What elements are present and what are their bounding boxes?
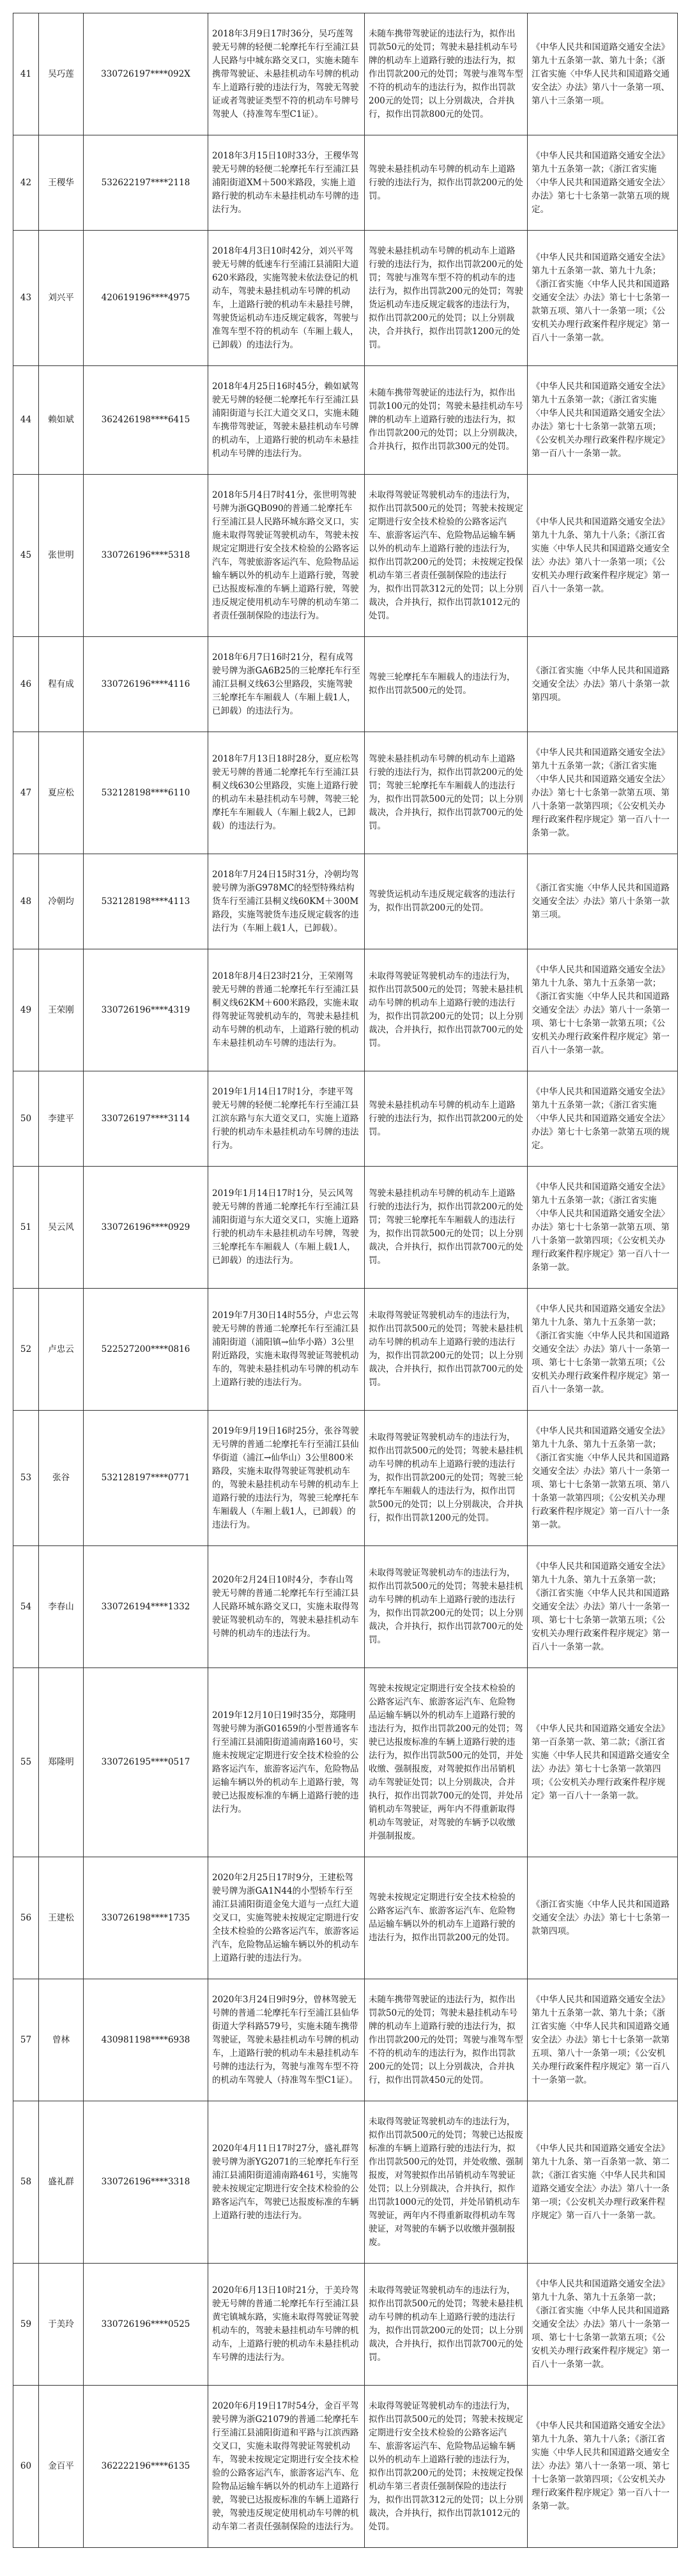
violation-facts: 2018年8月4日23时21分，王荣刚驾驶无号牌的普通二轮摩托车行至浦江县桐义线62KM＋600米路段，实施未取得驾驶证驾驶机动车的，驾驶未悬挂机动车号牌的机动车，上道路行驶的机动车未悬挂机动车号牌的违法行为。 [208, 949, 365, 1071]
penalty-decision: 驾驶货运机动车违反规定载客的违法行为，拟作出罚款200元的处罚。 [365, 854, 528, 949]
table-row [13, 231, 678, 366]
violation-facts: 2018年4月3日10时42分，刘兴平驾驶无号牌的低速车行至浦江县浦阳大道620米路段，实施驾驶未依法登记的机动车，驾驶未悬挂机动车号牌的机动车，上道路行驶的机动车未悬挂号牌，驾驶货运机动车违反规定载客，驾驶与准驾车型不符的机动车（车厢上载人，已卸载）的违法行为。 [208, 231, 365, 366]
legal-basis: 《中华人民共和国道路交通安全法》第九十五条第一款；《浙江省实施〈中华人民共和国道路交通安全法〉办法》第七十七条第一款第五项的规定。 [528, 135, 678, 231]
penalty-decision: 未随车携带驾驶证的违法行为，拟作出罚款100元的处罚；驾驶未悬挂机动车号牌的机动车上道路行驶的违法行为，拟作出罚款200元的处罚；以上分别裁决，合并执行，拟作出罚款300元的处罚。 [365, 366, 528, 475]
violations-table-body [13, 13, 678, 2548]
row-number: 45 [13, 475, 39, 637]
legal-basis: 《中华人民共和国道路交通安全法》第九十九条、第九十五条第一款；《浙江省实施〈中华人民共和国道路交通安全法〉办法》第八十一条第一项、第七十七条第一款第五项；《公安机关办理行政案件程序规定》第一百八十一条第一款。 [528, 1546, 678, 1668]
legal-basis: 《中华人民共和国道路交通安全法》第九十九条、第九十五条第一款；《浙江省实施〈中华人民共和国道路交通安全法〉办法》第八十一条第一项、第七十七条第一款第五项；《公安机关办理行政案件程序规定》第一百八十一条第一款。 [528, 1289, 678, 1411]
table-row [13, 732, 678, 854]
violation-facts: 2018年3月9日17时36分，吴巧莲驾驶无号牌的轻便二轮摩托车行至浦江县人民路与中城东路交叉口，实施未随车携带驾驶证、未悬挂机动车号牌的机动车上道路行驶的违法行为，驾驶无驾驶证或者驾驶证类型不符的机动车号牌号驾驶人（持准驾车型C1证）。 [208, 13, 365, 135]
table-row [13, 2101, 678, 2264]
person-name: 卢忠云 [39, 1289, 84, 1411]
violation-facts: 2020年2月25日17时9分，王建松驾驶号牌为浙GA1N44的小型轿车行至浦江县浦阳街道金兔大道与一点红大道交叉口，实施驾驶未按规定定期进行安全技术检验的公路客运汽车，旅游客运汽车，危险物品运输车辆以外的机动车上道路行驶的违法行为。 [208, 1857, 365, 1979]
violation-facts: 2019年9月19日16时25分，张谷驾驶无号牌的普通二轮摩托车行至浦江县仙华街道（浦江→仙华山）3公里800米路段，实施未取得驾驶证驾驶机动车的，驾驶未悬挂机动车号牌的机动车上道路行驶的违法行为，驾驶三轮摩托车车厢载人（车厢上载1人，已卸载）的违法行为。 [208, 1411, 365, 1546]
violation-facts: 2019年1月14日17时1分，李建平驾驶无号牌的轻便二轮摩托车行至浦江县江滨东路与东大道交叉口，实施上道路行驶的机动车未悬挂机动车号牌的违法行为。 [208, 1071, 365, 1167]
penalty-decision: 未随车携带驾驶证的违法行为，拟作出罚款50元的处罚；驾驶未悬挂机动车号牌的机动车上道路行驶的违法行为，拟作出罚款200元的处罚；驾驶与准驾车型不符的机动车的违法行为，拟作出罚款200元的处罚；以上分别裁决，合并执行，拟作出罚款800元的处罚。 [365, 13, 528, 135]
person-name: 金百平 [39, 2386, 84, 2548]
penalty-decision: 驾驶未按规定定期进行安全技术检验的公路客运汽车、旅游客运汽车、危险物品运输车辆以外的机动车上道路行驶的违法行为，拟作出罚款200元的处罚。 [365, 1857, 528, 1979]
violation-facts: 2020年2月24日10时4分，李春山驾驶无号牌的普通二轮摩托车行至浦江县人民路环城东路交叉口，实施未取得驾驶证驾驶机动车的，驾驶未悬挂机动车号牌的机动车的违法行为。 [208, 1546, 365, 1668]
table-row [13, 1411, 678, 1546]
person-name: 程有成 [39, 637, 84, 732]
row-number: 51 [13, 1167, 39, 1289]
id-number: 330726196****4319 [84, 949, 208, 1071]
violation-facts: 2019年1月14日17时1分，吴云风驾驶无号牌的普通二轮摩托车行至浦江县浦阳街道与东大道交叉口，实施上道路行驶的机动车未悬挂机动车号牌，驾驶三轮摩托车车厢载人（车厢上载1人，已卸载）的违法行为。 [208, 1167, 365, 1289]
id-number: 330726196****5318 [84, 475, 208, 637]
penalty-decision: 未取得驾驶证驾驶机动车的违法行为，拟作出罚款500元的处罚；驾驶已达报废标准的车辆上道路行驶的违法行为，拟作出罚款500元的处罚，并处收缴、强制报废，对驾驶拟作出吊销机动车驾驶证处罚；以上分别裁决，合并执行，拟作出罚款1000元的处罚，并处吊销机动车驾驶证，两年内不得重新取得机动车驾驶证，对驾驶的车辆予以收缴并强制报废。 [365, 2101, 528, 2264]
person-name: 冷朝均 [39, 854, 84, 949]
row-number: 58 [13, 2101, 39, 2264]
violation-facts: 2020年3月24日9时9分，曾林驾驶无号牌的普通二轮摩托车行至浦江县仙华街道大学科路579号，实施未随车携带驾驶证，驾驶未悬挂机动车号牌的机动车，上道路行驶的机动车未悬挂机动车号牌的违法行为，驾驶与准驾车型不符的机动车驾驶人（持准驾车型C1证）。 [208, 1979, 365, 2101]
person-name: 李建平 [39, 1071, 84, 1167]
violation-facts: 2018年3月15日10时33分，王稷华驾驶无号牌的轻便二轮摩托车行至浦江县浦阳街道XM＋500米路段，实施上道路行驶的机动车未悬挂机动车号牌的违法行为。 [208, 135, 365, 231]
person-name: 于美玲 [39, 2264, 84, 2386]
table-row [13, 2386, 678, 2548]
violation-facts: 2020年6月13日10时21分，于美玲驾驶无号牌的普通二轮摩托车行至浦江县黄宅镇城东路，实施未取得驾驶证驾驶机动车的，驾驶未悬挂机动车号牌的机动车，上道路行驶的机动车未悬挂机动车号牌的违法行为。 [208, 2264, 365, 2386]
id-number: 532128198****6110 [84, 732, 208, 854]
legal-basis: 《中华人民共和国道路交通安全法》第九十五条第一款、第九十九条；《浙江省实施〈中华人民共和国道路交通安全法〉办法》第七十七条第一款第五项、第八十一条第一项；《公安机关办理行政案件程序规定》第一百八十一条第一款。 [528, 231, 678, 366]
table-row [13, 854, 678, 949]
id-number: 362222196****6135 [84, 2386, 208, 2548]
legal-basis: 《中华人民共和国道路交通安全法》第九十九条、第九十八条；《浙江省实施〈中华人民共和国道路交通安全法〉办法》第八十一条第一项、第七十七条第一款第四项；《公安机关办理行政案件程序规定》第一百八十一条第一款。 [528, 2386, 678, 2548]
table-row [13, 1979, 678, 2101]
row-number: 48 [13, 854, 39, 949]
legal-basis: 《中华人民共和国道路交通安全法》第九十五条第一款、第九十条；《浙江省实施〈中华人民共和国道路交通安全法〉办法》第七十七条第一款第五项、第八十一条第一项；《公安机关办理行政案件程序规定》第一百八十一条第一款。 [528, 1979, 678, 2101]
table-row [13, 1167, 678, 1289]
row-number: 50 [13, 1071, 39, 1167]
id-number: 522527200****0816 [84, 1289, 208, 1411]
legal-basis: 《浙江省实施〈中华人民共和国道路交通安全法〉办法》第八十条第一款第四项。 [528, 637, 678, 732]
id-number: 330726194****1332 [84, 1546, 208, 1668]
penalty-decision: 驾驶未按规定定期进行安全技术检验的公路客运汽车、旅游客运汽车、危险物品运输车辆以外的机动车上道路行驶的违法行为，拟作出罚款200元的处罚；驾驶已达报废标准的车辆上道路行驶的违法行为，拟作出罚款500元的处罚，并处收缴、强制报废，对驾驶拟作出吊销机动车驾驶证处罚；以上分别裁决，合并执行，拟作出罚款700元的处罚，并处吊销机动车驾驶证，两年内不得重新取得机动车驾驶证，对驾驶的车辆予以收缴并强制报废。 [365, 1668, 528, 1857]
penalty-decision: 未取得驾驶证驾驶机动车的违法行为，拟作出罚款500元的处罚；驾驶未悬挂机动车号牌的机动车上道路行驶的违法行为，拟作出罚款200元的处罚；以上分别裁决，合并执行，拟作出罚款700元的处罚。 [365, 1289, 528, 1411]
table-row [13, 637, 678, 732]
penalty-decision: 未取得驾驶证驾驶机动车的违法行为，拟作出罚款500元的处罚；驾驶未悬挂机动车号牌的机动车上道路行驶的违法行为，拟作出罚款200元的处罚；以上分别裁决，合并执行，拟作出罚款700元的处罚。 [365, 949, 528, 1071]
row-number: 56 [13, 1857, 39, 1979]
person-name: 王稷华 [39, 135, 84, 231]
violation-facts: 2018年7月13日18时28分，夏应松驾驶无号牌的普通二轮摩托车行至浦江县桐义线630公里路段，实施上道路行驶的机动车未悬挂机动车号牌，驾驶三轮摩托车车厢载人（车厢上载2人，已卸载）的违法行为。 [208, 732, 365, 854]
person-name: 夏应松 [39, 732, 84, 854]
violation-facts: 2018年5月4日7时41分，张世明驾驶号牌为浙GQB090的普通二轮摩托车行至浦江县人民路环城东路交叉口，实施未取得驾驶证驾驶机动车，驾驶未按规定定期进行安全技术检验的公路客运汽车，驾驶旅游客运汽车、危险物品运输车辆以外的机动车上道路行驶，驾驶已达报废标准的车辆上道路行驶，驾驶违反规定使用机动车号牌的机动车第二者责任强制保险的违法行为。 [208, 475, 365, 637]
person-name: 曾林 [39, 1979, 84, 2101]
person-name: 王建松 [39, 1857, 84, 1979]
person-name: 赖如斌 [39, 366, 84, 475]
id-number: 330726196****0525 [84, 2264, 208, 2386]
legal-basis: 《中华人民共和国道路交通安全法》第一百条第一款、第二款；《浙江省实施〈中华人民共和国道路交通安全法〉办法》第七十七条第一款第四项；《公安机关办理行政案件程序规定》第一百八十一条第一款。 [528, 1668, 678, 1857]
person-name: 郑隆明 [39, 1668, 84, 1857]
penalty-decision: 未取得驾驶证驾驶机动车的违法行为，拟作出罚款500元的处罚；驾驶未按规定定期进行安全技术检验的公路客运汽车、旅游客运汽车、危险物品运输车辆以外的机动车上道路行驶的违法行为，拟作出罚款200元的处罚；未按规定投保机动车第三者责任强制保险的违法行为，拟作出罚款312元的处罚；以上分别裁决，合并执行，拟作出罚款1012元的处罚。 [365, 2386, 528, 2548]
legal-basis: 《中华人民共和国道路交通安全法》第九十九条、第九十五条第一款；《浙江省实施〈中华人民共和国道路交通安全法〉办法》第八十一条第一项、第七十七条第一款第五项；《公安机关办理行政案件程序规定》第一百八十一条第一款。 [528, 949, 678, 1071]
table-row [13, 1546, 678, 1668]
table-row [13, 13, 678, 135]
table-row [13, 135, 678, 231]
person-name: 吴巧莲 [39, 13, 84, 135]
row-number: 59 [13, 2264, 39, 2386]
row-number: 52 [13, 1289, 39, 1411]
id-number: 330726196****0929 [84, 1167, 208, 1289]
penalty-decision: 未取得驾驶证驾驶机动车的违法行为，拟作出罚款500元的处罚；驾驶未按规定定期进行安全技术检验的公路客运汽车、旅游客运汽车、危险物品运输车辆以外的机动车上道路行驶的违法行为，拟作出罚款200元的处罚；未按规定投保机动车第三者责任强制保险的违法行为，拟作出罚款312元的处罚；以上分别裁决，合并执行，拟作出罚款1012元的处罚。 [365, 475, 528, 637]
table-row [13, 2264, 678, 2386]
id-number: 532622197****2118 [84, 135, 208, 231]
id-number: 430981198****6938 [84, 1979, 208, 2101]
table-row [13, 1071, 678, 1167]
row-number: 57 [13, 1979, 39, 2101]
row-number: 55 [13, 1668, 39, 1857]
id-number: 362426198****6415 [84, 366, 208, 475]
violation-facts: 2019年12月10日19时35分，郑隆明驾驶号牌为浙G01659的小型普通客车行至浦江县浦阳街道浦南路160号，实施未按规定定期进行安全技术检验的公路客运汽车，旅游客运汽车，危险物品运输车辆以外的机动车上道路行驶，驾驶已达报废标准的车辆上道路行驶的违法行为。 [208, 1668, 365, 1857]
violation-facts: 2020年4月11日17时27分，盛礼群驾驶号牌为浙YG2071的三轮摩托车行至浦江县浦阳街道浦南路461号，实施驾驶未按规定定期进行安全技术检验的公路客运汽车，驾驶已达报废标准的车辆上道路行驶的违法行为。 [208, 2101, 365, 2264]
person-name: 刘兴平 [39, 231, 84, 366]
legal-basis: 《中华人民共和国道路交通安全法》第九十九条、第九十五条第一款；《浙江省实施〈中华人民共和国道路交通安全法〉办法》第八十一条第一项、第七十七条第一款第五项；《公安机关办理行政案件程序规定》第一百八十一条第一款。 [528, 2264, 678, 2386]
id-number: 330726196****3318 [84, 2101, 208, 2264]
penalty-decision: 驾驶未悬挂机动车号牌的机动车上道路行驶的违法行为，拟作出罚款200元的处罚；驾驶三轮摩托车车厢载人的违法行为，拟作出罚款500元的处罚；以上分别裁决，合并执行，拟作出罚款700元的处罚。 [365, 732, 528, 854]
violation-facts: 2019年7月30日14时55分，卢忠云驾驶无号牌的普通二轮摩托车行至浦江县浦阳街道（浦阳镇→仙华小路）3公里附近路段，实施未取得驾驶证驾驶机动车的，驾驶未悬挂机动车号牌的机动车上道路行驶的违法行为。 [208, 1289, 365, 1411]
violation-facts: 2018年4月25日16时45分，赖如斌驾驶无号牌的轻便二轮摩托车行至浦江县浦阳街道与长江大道交叉口，实施未随车携带驾驶证，驾驶未悬挂机动车号牌的机动车，上道路行驶的机动车未悬挂机动车号牌的违法行为。 [208, 366, 365, 475]
legal-basis: 《中华人民共和国道路交通安全法》第九十九条、第九十八条；《浙江省实施〈中华人民共和国道路交通安全法〉办法》第八十一条第一项；《公安机关办理行政案件程序规定》第一百八十一条第一款。 [528, 475, 678, 637]
row-number: 43 [13, 231, 39, 366]
legal-basis: 《中华人民共和国道路交通安全法》第九十五条第一款；《浙江省实施〈中华人民共和国道路交通安全法〉办法》第七十七条第一款第五项的规定。 [528, 1071, 678, 1167]
person-name: 盛礼群 [39, 2101, 84, 2264]
id-number: 330726195****0517 [84, 1668, 208, 1857]
legal-basis: 《中华人民共和国道路交通安全法》第九十五条第一款；《浙江省实施〈中华人民共和国道路交通安全法〉办法》第七十七条第一款第五项、第八十条第一款第四项；《公安机关办理行政案件程序规定》第一百八十一条第一款。 [528, 1167, 678, 1289]
penalty-decision: 未随车携带驾驶证的违法行为，拟作出罚款50元的处罚；驾驶未悬挂机动车号牌的机动车上道路行驶的违法行为，拟作出罚款200元的处罚；驾驶与准驾车型不符的机动车的违法行为，拟作出罚款200元的处罚；以上分别裁决，合并执行，拟作出罚款450元的处罚。 [365, 1979, 528, 2101]
id-number: 330726198****1735 [84, 1857, 208, 1979]
table-row [13, 1289, 678, 1411]
table-row [13, 1857, 678, 1979]
id-number: 532128197****0771 [84, 1411, 208, 1546]
penalty-decision: 驾驶未悬挂机动车号牌的机动车上道路行驶的违法行为，拟作出罚款200元的处罚。 [365, 135, 528, 231]
penalty-decision: 驾驶未悬挂机动车号牌的机动车上道路行驶的违法行为，拟作出罚款200元的处罚。 [365, 1071, 528, 1167]
violation-facts: 2020年6月19日17时54分，金百平驾驶号牌为浙G21079的普通二轮摩托车行至浦江县浦阳街道和平路与江滨西路交叉口，实施未取得驾驶证驾驶机动车，驾驶未按规定定期进行安全技术检验的公路客运汽车，旅游客运汽车、危险物品运输车辆以外的机动车上道路行驶，驾驶已达报废标准的车辆上道路行驶，驾驶违反规定使用机动车号牌的机动车第二者责任强制保险的违法行为。 [208, 2386, 365, 2548]
table-row [13, 949, 678, 1071]
legal-basis: 《中华人民共和国道路交通安全法》第九十五条第一款；《浙江省实施〈中华人民共和国道路交通安全法〉办法》第七十七条第一款第五项；《公安机关办理行政案件程序规定》第一百八十一条第一款。 [528, 366, 678, 475]
legal-basis: 《中华人民共和国道路交通安全法》第九十五条第一款、第九十条；《浙江省实施〈中华人民共和国道路交通安全法〉办法》第八十一条第一项、第八十三条第一项。 [528, 13, 678, 135]
legal-basis: 《中华人民共和国道路交通安全法》第九十九条、第一百条第一款、第二款；《浙江省实施〈中华人民共和国道路交通安全法〉办法》第八十一条第一项；《公安机关办理行政案件程序规定》第一百八十一条第一款。 [528, 2101, 678, 2264]
id-number: 330726197****3114 [84, 1071, 208, 1167]
id-number: 330726197****092X [84, 13, 208, 135]
penalty-decision: 未取得驾驶证驾驶机动车的违法行为，拟作出罚款500元的处罚；驾驶未悬挂机动车号牌的机动车上道路行驶的违法行为，拟作出罚款200元的处罚；以上分别裁决，合并执行，拟作出罚款700元的处罚。 [365, 2264, 528, 2386]
person-name: 张世明 [39, 475, 84, 637]
row-number: 60 [13, 2386, 39, 2548]
row-number: 41 [13, 13, 39, 135]
row-number: 53 [13, 1411, 39, 1546]
id-number: 420619196****4975 [84, 231, 208, 366]
table-row [13, 1668, 678, 1857]
id-number: 532128198****4113 [84, 854, 208, 949]
row-number: 42 [13, 135, 39, 231]
row-number: 49 [13, 949, 39, 1071]
row-number: 54 [13, 1546, 39, 1668]
violation-facts: 2018年6月7日16时21分，程有成驾驶号牌为浙GA6B25的三轮摩托车行至浦江县桐义线63公里路段，实施驾驶三轮摩托车车厢载人（车厢上载1人，已卸载）的违法行为。 [208, 637, 365, 732]
violation-facts: 2018年7月24日15时31分，冷朝均驾驶号牌为浙G978MC的轻型特殊结构货车行至浦江县桐义线60KM＋300M路段，实施驾驶货车违反规定载客的违法行为（车厢上载1人，已卸载）。 [208, 854, 365, 949]
row-number: 44 [13, 366, 39, 475]
penalty-decision: 驾驶三轮摩托车车厢载人的违法行为，拟作出罚款500元的处罚。 [365, 637, 528, 732]
legal-basis: 《中华人民共和国道路交通安全法》第九十五条第一款；《浙江省实施〈中华人民共和国道路交通安全法〉办法》第七十七条第一款第五项、第八十条第一款第四项；《公安机关办理行政案件程序规定》第一百八十一条第一款。 [528, 732, 678, 854]
table-row [13, 475, 678, 637]
legal-basis: 《浙江省实施〈中华人民共和国道路交通安全法〉办法》第八十条第一款第三项。 [528, 854, 678, 949]
legal-basis: 《中华人民共和国道路交通安全法》第九十九条、第九十五条第一款；《浙江省实施〈中华人民共和国道路交通安全法〉办法》第八十一条第一项、第七十七条第一款第五项、第八十条第一款第四项；《公安机关办理行政案件程序规定》第一百八十一条第一款。 [528, 1411, 678, 1546]
penalty-decision: 未取得驾驶证驾驶机动车的违法行为，拟作出罚款500元的处罚；驾驶未悬挂机动车号牌的机动车上道路行驶的违法行为，拟作出罚款200元的处罚；以上分别裁决，合并执行，拟作出罚款700元的处罚。 [365, 1546, 528, 1668]
row-number: 46 [13, 637, 39, 732]
id-number: 330726196****4116 [84, 637, 208, 732]
person-name: 李春山 [39, 1546, 84, 1668]
violations-table [13, 13, 678, 2548]
person-name: 王荣刚 [39, 949, 84, 1071]
person-name: 吴云风 [39, 1167, 84, 1289]
table-row [13, 366, 678, 475]
penalty-decision: 驾驶未悬挂机动车号牌的机动车上道路行驶的违法行为，拟作出罚款200元的处罚；驾驶与准驾车型不符的机动车的违法行为，拟作出罚款200元的处罚；驾驶货运机动车违反规定载客的违法行为，拟作出罚款200元的处罚；以上分别裁决，合并执行，拟作出罚款1200元的处罚。 [365, 231, 528, 366]
person-name: 张谷 [39, 1411, 84, 1546]
row-number: 47 [13, 732, 39, 854]
penalty-decision: 未取得驾驶证驾驶机动车的违法行为，拟作出罚款500元的处罚；驾驶未悬挂机动车号牌的机动车上道路行驶的违法行为，拟作出罚款200元的处罚；驾驶三轮摩托车车厢载人的违法行为，拟作出罚款500元的处罚；以上分别裁决，合并执行，拟作出罚款1200元的处罚。 [365, 1411, 528, 1546]
legal-basis: 《浙江省实施〈中华人民共和国道路交通安全法〉办法》第七十七条第一款第四项。 [528, 1857, 678, 1979]
penalty-decision: 驾驶未悬挂机动车号牌的机动车上道路行驶的违法行为，拟作出罚款200元的处罚；驾驶三轮摩托车车厢载人的违法行为，拟作出罚款500元的处罚；以上分别裁决，合并执行，拟作出罚款700元的处罚。 [365, 1167, 528, 1289]
